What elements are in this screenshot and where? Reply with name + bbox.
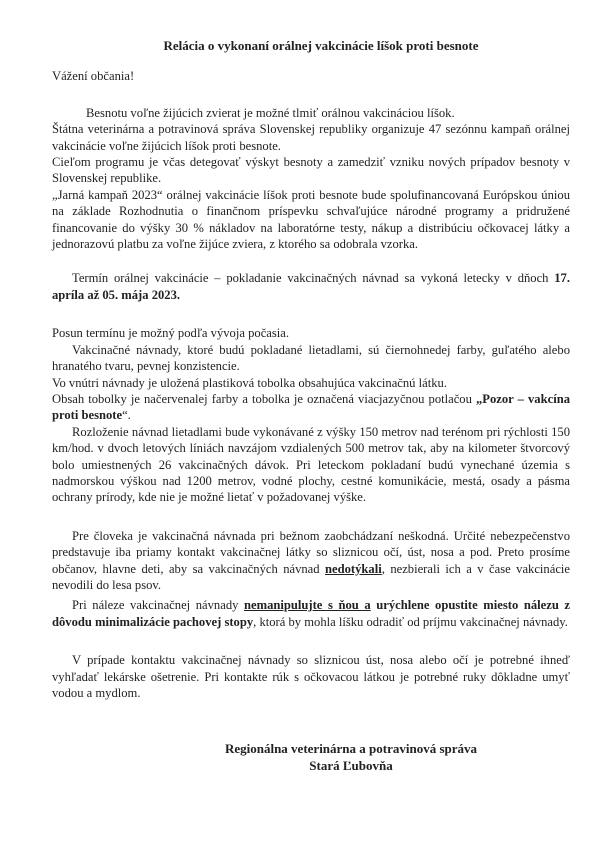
do-not-handle-emphasis: nemanipulujte s ňou a [244,598,371,613]
term-paragraph [52,270,570,303]
signature-line-1: Regionálna veterinárna a potravinová správa [224,741,478,757]
term-date-from: 17. apríla [52,271,570,302]
salutation: Vážení občania! [52,69,135,84]
intro-line-4: „Jarná kampaň 2023“ orálnej vakcinácie líšok proti besnote bude spolufinancovaná Európskou úniou na základe Rozhodnutia o finančnom príspevku schvaľujúce národné programy a pridružené financovanie do výšky 30 % nákladov na laboratórne testy, nákup a distribúciu očkovacej látky a jednorazovú platbu za voľne žijúce zviera, z ktorého sa odobrala vzorka. [52,187,570,252]
term-text: Termín orálnej vakcinácie – pokladanie vakcinačných návnad sa vykoná letecky v dňoch [72,271,555,286]
signature-line-2: Stará Ľubovňa [309,757,393,773]
details-line-1: Posun termínu je možný podľa vývoja počasia. [52,326,290,341]
safety-2-end: , ktorá by mohla líšku odradiť od príjmu vakcinačnej návnady. [253,614,568,629]
details-line-2: Vakcinačné návnady, ktoré budú pokladané lietadlami, sú čiernohnedej farby, guľatého alebo hranatého tvaru, pevnej konzistencie. [52,342,570,374]
safety-2-text: Pri náleze vakcinačnej návnady [72,598,245,613]
safety-1-end: , nezbierali ich a v čase vakcinácie nevodili do lesa psov. [52,561,570,592]
details-line-4-end: “. [122,408,131,423]
do-not-touch-emphasis: nedotýkali [325,561,382,576]
intro-line-3: Cieľom programu je včas detegovať výskyt besnoty a zamedziť vzniku nových prípadov besnoty v Slovenskej republike. [52,155,570,186]
term-date-sep: až [84,287,103,302]
signature-block [52,741,570,774]
details-line-4 [52,391,570,424]
details-line-5: Rozloženie návnad lietadlami bude vykonávané z výšky 150 metrov nad terénom pri rýchlosti 150 km/hod. v dvoch letových líniách navzájom vzdialených 500 metrov tak, aby na kilometer štvorcový bolo umiestnených 26 vakcinačných dávok. Pri leteckom pokladaní budú vynechané územia s nadmorskou výškou nad 1200 metrov, vodné plochy, cestné komunikácie, mestá, osady a pásma ochrany prírody, kde nie je možné lietať v požadovanej výške. [52,424,570,505]
document-title: Relácia o vykonaní orálnej vakcinácie líšok proti besnote [163,38,479,53]
intro-line-2: Štátna veterinárna a potravinová správa Slovenskej republiky organizuje 47 sezónnu kampaň orálnej vakcinácie voľne žijúcich líšok proti besnote. [52,122,570,153]
details-line-3: Vo vnútri návnady je uložená plastiková tobolka obsahujúca vakcinačnú látku. [52,375,447,390]
warning-label: „Pozor – vakcína proti besnote [52,391,570,423]
safety-paragraph-1 [52,528,570,594]
details-line-4-text: Obsah tobolky je načervenalej farby a tobolka je označená viacjazyčnou potlačou [52,391,476,406]
intro-line-1: Besnotu voľne žijúcich zvierat je možné tlmiť orálnou vakcináciou líšok. [86,105,455,120]
safety-paragraph-3: V prípade kontaktu vakcinačnej návnady so sliznicou úst, nosa alebo očí je potrebné ihneď vyhľadať lekárske ošetrenie. Pri kontakte rúk s očkovacou látkou je potrebné ruky dôkladne umyť vodou a mydlom. [52,653,570,700]
term-end: . [176,287,181,302]
leave-site-emphasis: urýchlene opustite miesto nálezu z dôvodu minimalizácie pachovej stopy [52,598,571,629]
safety-paragraph-2 [52,597,570,630]
term-date-to: 05. mája 2023 [102,287,177,302]
safety-1-text: Pre človeka je vakcinačná návnada pri bežnom zaobchádzaní neškodná. Určité nebezpečenstvo predstavuje iba priamy kontakt vakcinačnej látky so sliznicou očí, úst, nosa a pod. Preto prosíme občanov, hlavne deti, aby sa vakcinačných návnad [52,528,570,576]
